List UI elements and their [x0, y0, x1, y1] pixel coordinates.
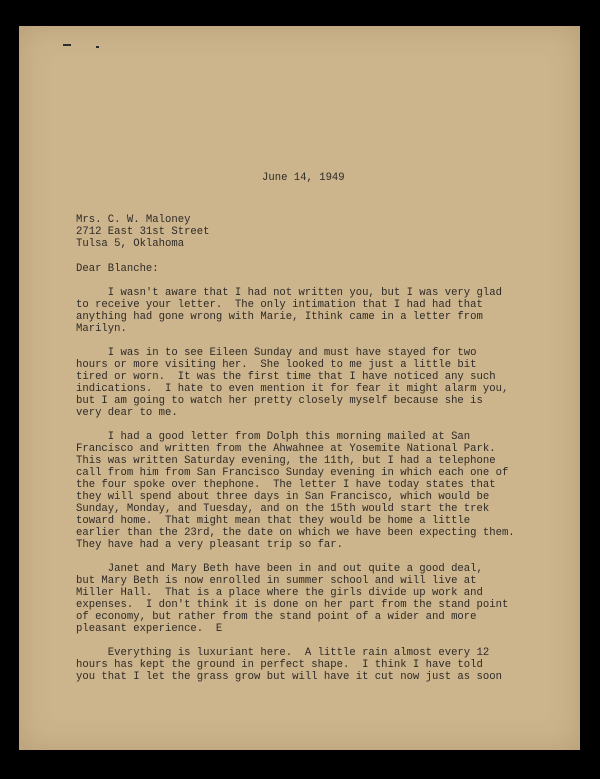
- body-line: Sunday, Monday, and Tuesday, and on the 15th would start the trek: [76, 503, 490, 515]
- address-city: Tulsa 5, Oklahoma: [76, 238, 185, 250]
- body-line: earlier than the 23rd, the date on which we have been expecting them.: [76, 527, 515, 539]
- address-name: Mrs. C. W. Maloney: [76, 214, 191, 226]
- address-street: 2712 East 31st Street: [76, 226, 210, 238]
- salutation: Dear Blanche:: [76, 263, 159, 275]
- body-line: to receive your letter. The only intimation that I had had that: [76, 299, 483, 311]
- body-line: the four spoke over thephone. The letter I have today states that: [76, 479, 496, 491]
- body-line: expenses. I don't think it is done on her part from the stand point: [76, 599, 509, 611]
- body-line: call from him from San Francisco Sunday evening in which each one of: [76, 467, 509, 479]
- body-line: tired or worn. It was the first time that I have noticed any such: [76, 371, 496, 383]
- body-line: they will spend about three days in San Francisco, which would be: [76, 491, 490, 503]
- body-line: Marilyn.: [76, 323, 127, 335]
- stray-mark: [63, 44, 71, 46]
- body-line: indications. I hate to even mention it for fear it might alarm you,: [76, 383, 509, 395]
- body-line: pleasant experience. E: [76, 623, 223, 635]
- body-line: I was in to see Eileen Sunday and must have stayed for two: [76, 347, 477, 359]
- body-line: Miller Hall. That is a place where the girls divide up work and: [76, 587, 483, 599]
- body-line: Janet and Mary Beth have been in and out quite a good deal,: [76, 563, 483, 575]
- body-line: Everything is luxuriant here. A little rain almost every 12: [76, 647, 490, 659]
- body-line: anything had gone wrong with Marie, Ithink came in a letter from: [76, 311, 483, 323]
- body-line: very dear to me.: [76, 407, 178, 419]
- letter-date: June 14, 1949: [262, 172, 345, 184]
- body-line: They have had a very pleasant trip so far.: [76, 539, 344, 551]
- body-line: of economy, but rather from the stand point of a wider and more: [76, 611, 477, 623]
- body-line: toward home. That might mean that they would be home a little: [76, 515, 471, 527]
- body-line: but Mary Beth is now enrolled in summer school and will live at: [76, 575, 477, 587]
- body-line: This was written Saturday evening, the 11th, but I had a telephone: [76, 455, 496, 467]
- body-line: hours or more visiting her. She looked to me just a little bit: [76, 359, 477, 371]
- body-line: hours has kept the ground in perfect shape. I think I have told: [76, 659, 483, 671]
- stray-mark: [96, 46, 99, 48]
- body-line: I had a good letter from Dolph this morning mailed at San: [76, 431, 471, 443]
- body-line: I wasn't aware that I had not written you, but I was very glad: [76, 287, 502, 299]
- body-line: Francisco and written from the Ahwahnee at Yosemite National Park.: [76, 443, 496, 455]
- body-line: but I am going to watch her pretty closely myself because she is: [76, 395, 483, 407]
- body-line: you that I let the grass grow but will have it cut now just as soon: [76, 671, 502, 683]
